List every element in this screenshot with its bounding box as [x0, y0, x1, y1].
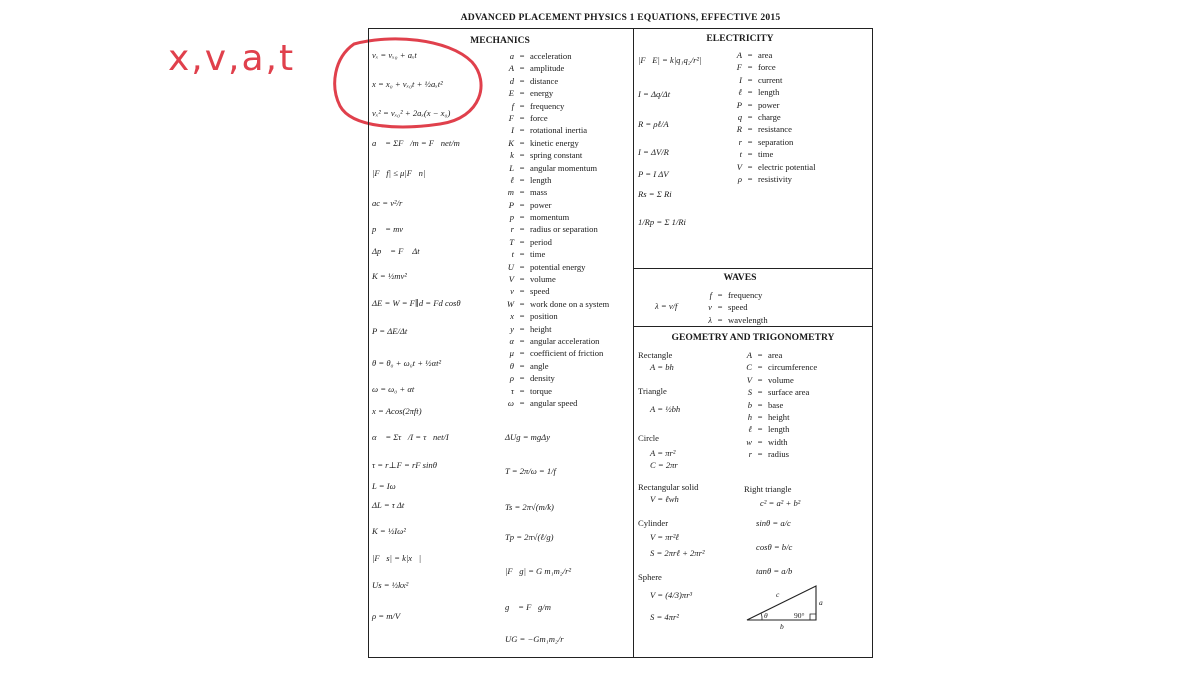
legend-row: I = rotational inertia: [511, 125, 588, 136]
equation: vₓ = vₓ₀ + aₓt: [372, 50, 417, 60]
legend-row: P = power: [736, 99, 780, 110]
legend-row: V = volume: [508, 274, 556, 285]
electricity-title: ELECTRICITY: [706, 33, 774, 44]
equation: a⃗ = ΣF⃗/m = F⃗net/m: [372, 138, 460, 148]
equation: Us = ½kx²: [372, 580, 409, 590]
triangle-label-theta: θ: [764, 611, 768, 620]
right-triangle-diagram: [744, 584, 826, 624]
equation: ac = v²/r: [372, 198, 403, 208]
equation: I = ΔV/R: [638, 147, 669, 157]
legend-row: W = work done on a system: [506, 298, 610, 309]
legend-row: λ = wavelength: [708, 314, 768, 325]
triangle-label-a: a: [819, 598, 823, 607]
equation: K = ½mv²: [372, 271, 407, 281]
legend-row: θ = angle: [509, 360, 549, 371]
equation: R = ρℓ/A: [638, 119, 669, 129]
legend-row: h = height: [747, 411, 790, 422]
legend-row: r = radius: [748, 449, 790, 460]
shape-name: Sphere: [638, 572, 662, 582]
shape-name: Rectangle: [638, 350, 673, 360]
equation: g⃗ = F⃗g/m: [505, 602, 551, 612]
equation: V = (4/3)πr³: [650, 590, 693, 600]
equation: P = ΔE/Δt: [372, 326, 408, 336]
legend-row: T = period: [509, 236, 552, 247]
equation: p⃗ = mv⃗: [372, 224, 410, 234]
legend-row: f = frequency: [709, 290, 763, 300]
legend-row: E = energy: [508, 88, 554, 99]
legend-row: ρ = density: [509, 373, 555, 384]
legend-row: v = speed: [510, 286, 550, 297]
legend-row: x = position: [510, 311, 558, 322]
equation: V = ℓwh: [650, 494, 679, 504]
legend-row: R = resistance: [736, 124, 792, 135]
equation: Tp = 2π√(ℓ/g): [505, 532, 554, 542]
geometry-legend: [738, 349, 868, 461]
triangle-label-c: c: [776, 590, 780, 599]
triangle-label-b: b: [780, 622, 784, 631]
right-triangle-title: Right triangle: [744, 484, 792, 494]
legend-row: t = time: [511, 249, 546, 260]
equation: c² = a² + b²: [760, 498, 801, 508]
legend-row: r = separation: [738, 136, 794, 147]
equation: sinθ = a/c: [756, 518, 791, 528]
geometry-title: GEOMETRY AND TRIGONOMETRY: [671, 332, 835, 343]
legend-row: V = electric potential: [736, 161, 816, 172]
legend-row: ℓ = length: [510, 174, 552, 185]
equation: |F⃗f| ≤ μ|F⃗n|: [372, 168, 426, 178]
legend-row: S = surface area: [747, 387, 810, 398]
legend-row: a = acceleration: [509, 51, 572, 61]
legend-row: C = circumference: [746, 362, 818, 373]
equation: |F⃗E| = k|q₁q₂/r²|: [638, 55, 702, 65]
equation: α⃗ = Στ⃗/I = τ⃗net/I: [372, 432, 449, 442]
equation: θ = θ₀ + ω₀t + ½αt²: [372, 358, 442, 368]
legend-row: F = force: [736, 62, 776, 73]
equation: Ts = 2π√(m/k): [505, 502, 554, 512]
equation: x = x₀ + vₓ₀t + ½aₓt²: [372, 79, 443, 89]
legend-row: f = frequency: [511, 100, 565, 111]
legend-row: A = area: [746, 350, 783, 360]
equation: cosθ = b/c: [756, 542, 793, 552]
equation: UG = −Gm₁m₂/r: [505, 634, 564, 644]
legend-row: b = base: [747, 399, 784, 410]
equation: I = Δq/Δt: [638, 89, 671, 99]
equation: L = Iω: [372, 481, 396, 491]
legend-row: A = area: [736, 50, 773, 60]
equation: A = ½bh: [650, 404, 681, 414]
equation: V = πr²ℓ: [650, 532, 679, 542]
waves-title: WAVES: [723, 272, 757, 283]
equation: S = 4πr²: [650, 612, 679, 622]
legend-row: P = power: [508, 199, 552, 210]
electricity-legend: [728, 49, 868, 185]
equation: C = 2πr: [650, 460, 678, 470]
legend-row: q = charge: [737, 111, 781, 122]
waves-equation: λ = v/f: [655, 301, 678, 311]
equation: ρ = m/V: [372, 611, 401, 621]
legend-row: y = height: [510, 323, 552, 334]
equation: ΔUg = mgΔy: [505, 432, 551, 442]
equation: τ = r⊥F = rF sinθ: [372, 460, 437, 470]
column-divider: [633, 28, 634, 658]
equation: ΔE = W = F∥d = Fd cosθ: [372, 298, 461, 308]
legend-row: ρ = resistivity: [737, 173, 792, 184]
legend-row: ℓ = length: [738, 87, 780, 98]
legend-row: v = speed: [708, 302, 748, 313]
legend-row: τ = torque: [510, 385, 552, 396]
equation: A = πr²: [650, 448, 676, 458]
mechanics-title: MECHANICS: [470, 35, 530, 46]
waves-legend: [698, 289, 848, 326]
equation: 1/Rp = Σ 1/Ri: [638, 217, 686, 227]
equation: |F⃗g| = G m₁m₂/r²: [505, 566, 572, 576]
equation: ω = ω₀ + αt: [372, 384, 415, 394]
legend-row: ℓ = length: [748, 424, 790, 435]
shape-name: Triangle: [638, 386, 667, 396]
legend-row: F = force: [508, 112, 548, 123]
legend-row: A = amplitude: [508, 63, 565, 74]
legend-row: r = radius or separation: [510, 224, 598, 235]
legend-row: t = time: [739, 149, 774, 160]
equation: Rs = Σ Ri: [638, 189, 672, 199]
section-divider-electricity-waves: [633, 268, 873, 269]
equation: tanθ = a/b: [756, 566, 793, 576]
legend-row: d = distance: [509, 75, 559, 86]
equation: A = bh: [650, 362, 674, 372]
equation: ΔL = τ Δt: [372, 500, 405, 510]
right-triangle-block: [744, 484, 869, 634]
legend-row: V = volume: [746, 374, 794, 385]
shape-name: Cylinder: [638, 518, 669, 528]
legend-row: w = width: [746, 436, 788, 447]
legend-row: U = potential energy: [507, 261, 586, 272]
equation: T = 2π/ω = 1/f: [505, 466, 556, 476]
legend-row: K = kinetic energy: [508, 137, 579, 148]
legend-row: I = current: [739, 74, 783, 85]
equation: |F⃗s| = k|x⃗|: [372, 553, 422, 563]
equation: Δp⃗ = F⃗ Δt: [372, 246, 420, 256]
equation: K = ½Iω²: [372, 526, 406, 536]
shape-name: Rectangular solid: [638, 482, 699, 492]
section-divider-waves-geometry: [633, 326, 873, 327]
equation: x = Acos(2πft): [372, 406, 422, 416]
legend-row: μ = coefficient of friction: [509, 348, 604, 359]
equation: vₓ² = vₓ₀² + 2aₓ(x − x₀): [372, 108, 451, 118]
mechanics-legend: [500, 50, 630, 409]
legend-row: α = angular acceleration: [509, 335, 600, 346]
equation: P = I ΔV: [638, 169, 669, 179]
legend-row: k = spring constant: [510, 150, 583, 161]
shape-name: Circle: [638, 433, 659, 443]
legend-row: ω = angular speed: [507, 397, 578, 408]
legend-row: L = angular momentum: [509, 162, 598, 173]
legend-row: m = mass: [507, 187, 548, 198]
triangle-label-90: 90°: [794, 611, 805, 620]
handwritten-annotation: x,v,a,t: [168, 38, 296, 79]
page-title: ADVANCED PLACEMENT PHYSICS 1 EQUATIONS, EFFECTIVE 2015: [460, 12, 781, 23]
legend-row: p = momentum: [509, 212, 570, 223]
equation: S = 2πrℓ + 2πr²: [650, 548, 705, 558]
